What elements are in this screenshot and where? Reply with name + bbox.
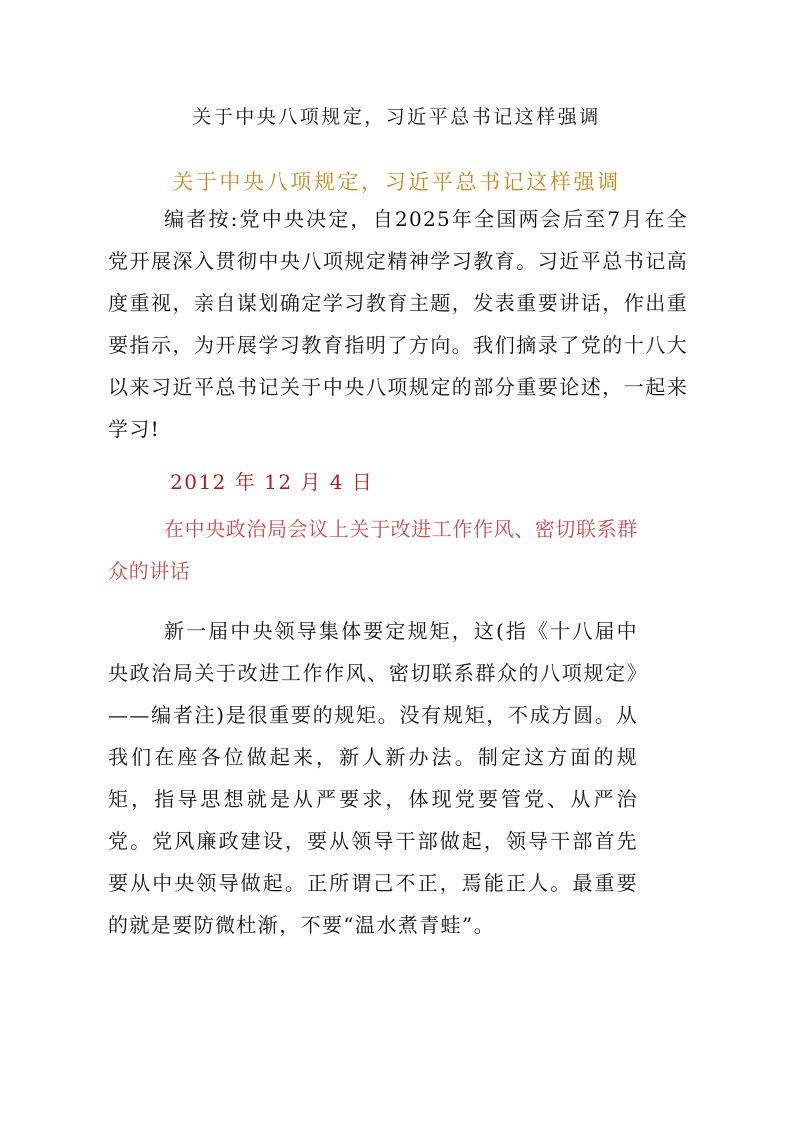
section-date: 2012 年 12 月 4 日 [170, 470, 374, 494]
document-subtitle: 关于中央八项规定，习近平总书记这样强调 [172, 170, 621, 194]
editor-note: 编者按:党中央决定，自2025年全国两会后至7月在全党开展深入贯彻中央八项规定精神学习教育。习近平总书记高度重视，亲自谋划确定学习教育主题，发表重要讲话，作出重要指示，为开展学习教育指明了方向。我们摘录了党的十八大以来习近平总书记关于中央八项规定的部分重要论述，一起来学习! [108, 207, 688, 441]
section-heading: 在中央政治局会议上关于改进工作作风、密切联系群众的讲话 [108, 517, 638, 583]
section-body: 新一届中央领导集体要定规矩，这(指《十八届中央政治局关于改进工作作风、密切联系群众的八项规定》——编者注)是很重要的规矩。没有规矩，不成方圆。从我们在座各位做起来，新人新办法。制定这方面的规矩，指导思想就是从严要求，体现党要管党、从严治党。党风廉政建设，要从领导干部做起，领导干部首先要从中央领导做起。正所谓己不正，焉能正人。最重要的就是要防微杜渐，不要“温水煮青蛙”。 [108, 619, 638, 937]
document-title: 关于中央八项规定，习近平总书记这样强调 [192, 106, 601, 128]
